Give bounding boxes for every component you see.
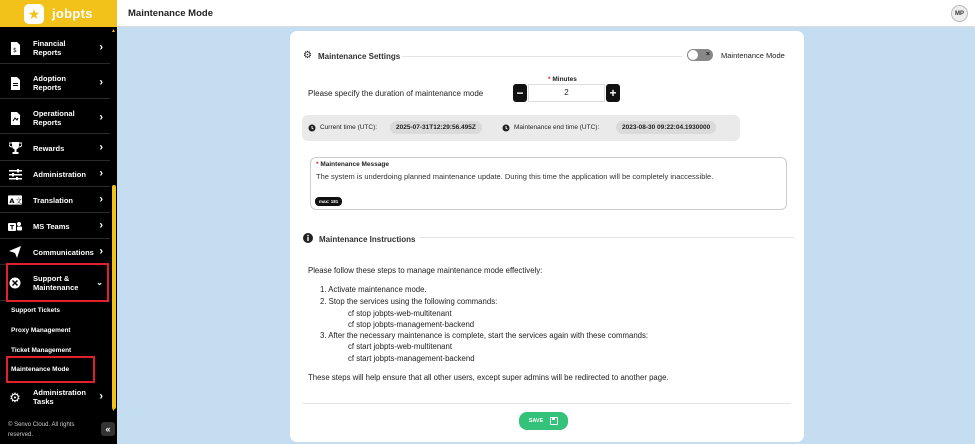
minutes-label-text: Minutes (552, 76, 577, 83)
sidebar-item-label: Administration Tasks (33, 388, 86, 406)
sidebar-item-financial-reports[interactable] (0, 33, 110, 64)
adoption-icon (8, 76, 22, 90)
section-title: Maintenance Settings (317, 51, 401, 61)
sidebar-item-operational-reports[interactable] (0, 103, 110, 134)
maintenance-mode-toggle[interactable] (687, 49, 713, 61)
highlight-box (6, 356, 95, 383)
close-icon: × (705, 51, 710, 58)
chevron-right-icon: › (99, 41, 103, 54)
chevron-right-icon: › (99, 390, 103, 403)
star-logo-icon: ★ (24, 4, 44, 24)
divider (420, 237, 794, 238)
sidebar-subitem-maintenance-mode[interactable]: Maintenance Mode (11, 366, 70, 373)
sidebar-item-ms-teams[interactable] (0, 214, 110, 239)
copyright-text: © Senvo Cloud. All rights reserved. (8, 422, 75, 438)
end-time-label: Maintenance end time (UTC): (514, 124, 600, 131)
duration-label: Please specify the duration of maintenance mode (308, 89, 484, 98)
instruction-command: cf stop jobpts-management-backend (348, 320, 475, 329)
maintenance-instructions-header (303, 233, 415, 246)
sidebar (0, 0, 117, 444)
collapse-sidebar-icon[interactable]: « (101, 422, 115, 436)
page-title: Maintenance Mode (128, 8, 213, 19)
chevron-right-icon: › (99, 76, 103, 89)
time-info-bar (302, 115, 740, 141)
svg-text:$: $ (12, 46, 17, 54)
sidebar-subitem-proxy-management[interactable]: Proxy Management (11, 327, 71, 334)
instruction-line: 3. After the necessary maintenance is complete, start the services again with these commands: (320, 331, 649, 340)
sidebar-subitem-ticket-management[interactable]: Ticket Management (11, 347, 72, 354)
divider (303, 403, 791, 404)
divider (402, 56, 682, 57)
save-label: SAVE (528, 418, 544, 424)
sidebar-item-rewards[interactable] (0, 136, 110, 161)
message-text[interactable]: The system is underdoing planned maintenance update. During this time the application will be completely inaccessible. (316, 172, 714, 181)
floppy-disk-icon (550, 417, 558, 425)
chevron-right-icon: › (99, 245, 103, 258)
sidebar-item-label: Operational Reports (33, 109, 75, 127)
maintenance-message-field[interactable] (310, 157, 787, 210)
sidebar-item-label: Support & Maintenance (33, 274, 79, 292)
clock-icon (308, 124, 316, 134)
instruction-command: cf start jobpts-web-multitenant (348, 342, 453, 351)
top-bar (117, 0, 975, 27)
scroll-up-arrow-icon[interactable]: ▲ (111, 28, 116, 34)
translate-icon (8, 193, 22, 207)
maintenance-card (290, 31, 804, 442)
message-label-text: Maintenance Message (320, 161, 389, 168)
save-button[interactable] (519, 412, 568, 430)
svg-text:A: A (9, 196, 15, 205)
message-label: * Maintenance Message (316, 161, 389, 168)
info-icon (303, 233, 313, 246)
increment-button[interactable]: + (606, 84, 620, 102)
chevron-down-icon: ⌄ (96, 278, 103, 287)
svg-text:T: T (10, 224, 15, 231)
sidebar-item-administration[interactable] (0, 162, 110, 187)
instruction-command: cf stop jobpts-web-multitenant (348, 309, 452, 318)
avatar[interactable]: MP (951, 5, 968, 22)
section-title: Maintenance Instructions (319, 235, 416, 244)
chevron-right-icon: › (99, 141, 103, 154)
sidebar-item-administration-tasks[interactable] (0, 383, 110, 411)
sidebar-item-translation[interactable] (0, 188, 110, 213)
sidebar-item-communications[interactable] (0, 240, 110, 265)
gear-icon: ⚙ (9, 389, 21, 405)
sliders-icon (8, 167, 22, 181)
sidebar-item-label: Translation (33, 195, 74, 205)
trophy-icon (8, 141, 22, 155)
chevron-right-icon: › (99, 167, 103, 180)
operational-icon (8, 111, 22, 125)
instruction-command: cf start jobpts-management-backend (348, 354, 475, 363)
max-length-badge: max: 181 (315, 197, 342, 206)
current-time-value: 2025-07-31T12:29:56.495Z (390, 121, 482, 134)
chevron-right-icon: › (99, 111, 103, 124)
sidebar-item-label: Communications (33, 247, 94, 257)
paper-plane-icon (8, 245, 22, 259)
sidebar-item-label: Administration (33, 169, 86, 179)
sidebar-item-label: MS Teams (33, 221, 70, 231)
sidebar-item-label: Rewards (33, 143, 65, 153)
minutes-label: * Minutes (548, 76, 577, 83)
teams-icon (8, 219, 22, 233)
instructions-outro: These steps will help ensure that all other users, except super admins will be redirected to another page. (308, 373, 669, 382)
maintenance-mode-label: Maintenance Mode (721, 51, 785, 60)
financial-icon (8, 41, 22, 55)
scroll-down-arrow-icon[interactable]: ▼ (111, 407, 116, 413)
sidebar-subitem-support-tickets[interactable]: Support Tickets (11, 307, 61, 314)
logo-bar[interactable] (0, 0, 117, 27)
sidebar-item-adoption-reports[interactable] (0, 68, 110, 99)
clock-icon (502, 124, 510, 134)
minutes-input[interactable]: 2 (528, 84, 605, 102)
sidebar-item-label: Adoption Reports (33, 74, 66, 92)
svg-text:文: 文 (15, 196, 22, 205)
sidebar-item-label: Financial Reports (33, 39, 66, 57)
app-name: jobpts (52, 6, 93, 21)
instruction-line: 1. Activate maintenance mode. (320, 285, 427, 294)
sidebar-scrollbar[interactable] (112, 185, 116, 409)
chevron-right-icon: › (99, 219, 103, 232)
instructions-intro: Please follow these steps to manage maintenance mode effectively: (308, 266, 543, 275)
highlight-box (6, 263, 109, 302)
maintenance-settings-header (303, 51, 400, 61)
gear-icon: ⚙ (303, 50, 312, 61)
instruction-line: 2. Stop the services using the following commands: (320, 297, 498, 306)
end-time-value: 2023-08-30 09:22:04.1930000 (616, 121, 716, 134)
chevron-right-icon: › (99, 193, 103, 206)
current-time-label: Current time (UTC): (320, 124, 378, 131)
toggle-knob (688, 50, 698, 60)
decrement-button[interactable]: − (513, 84, 527, 102)
